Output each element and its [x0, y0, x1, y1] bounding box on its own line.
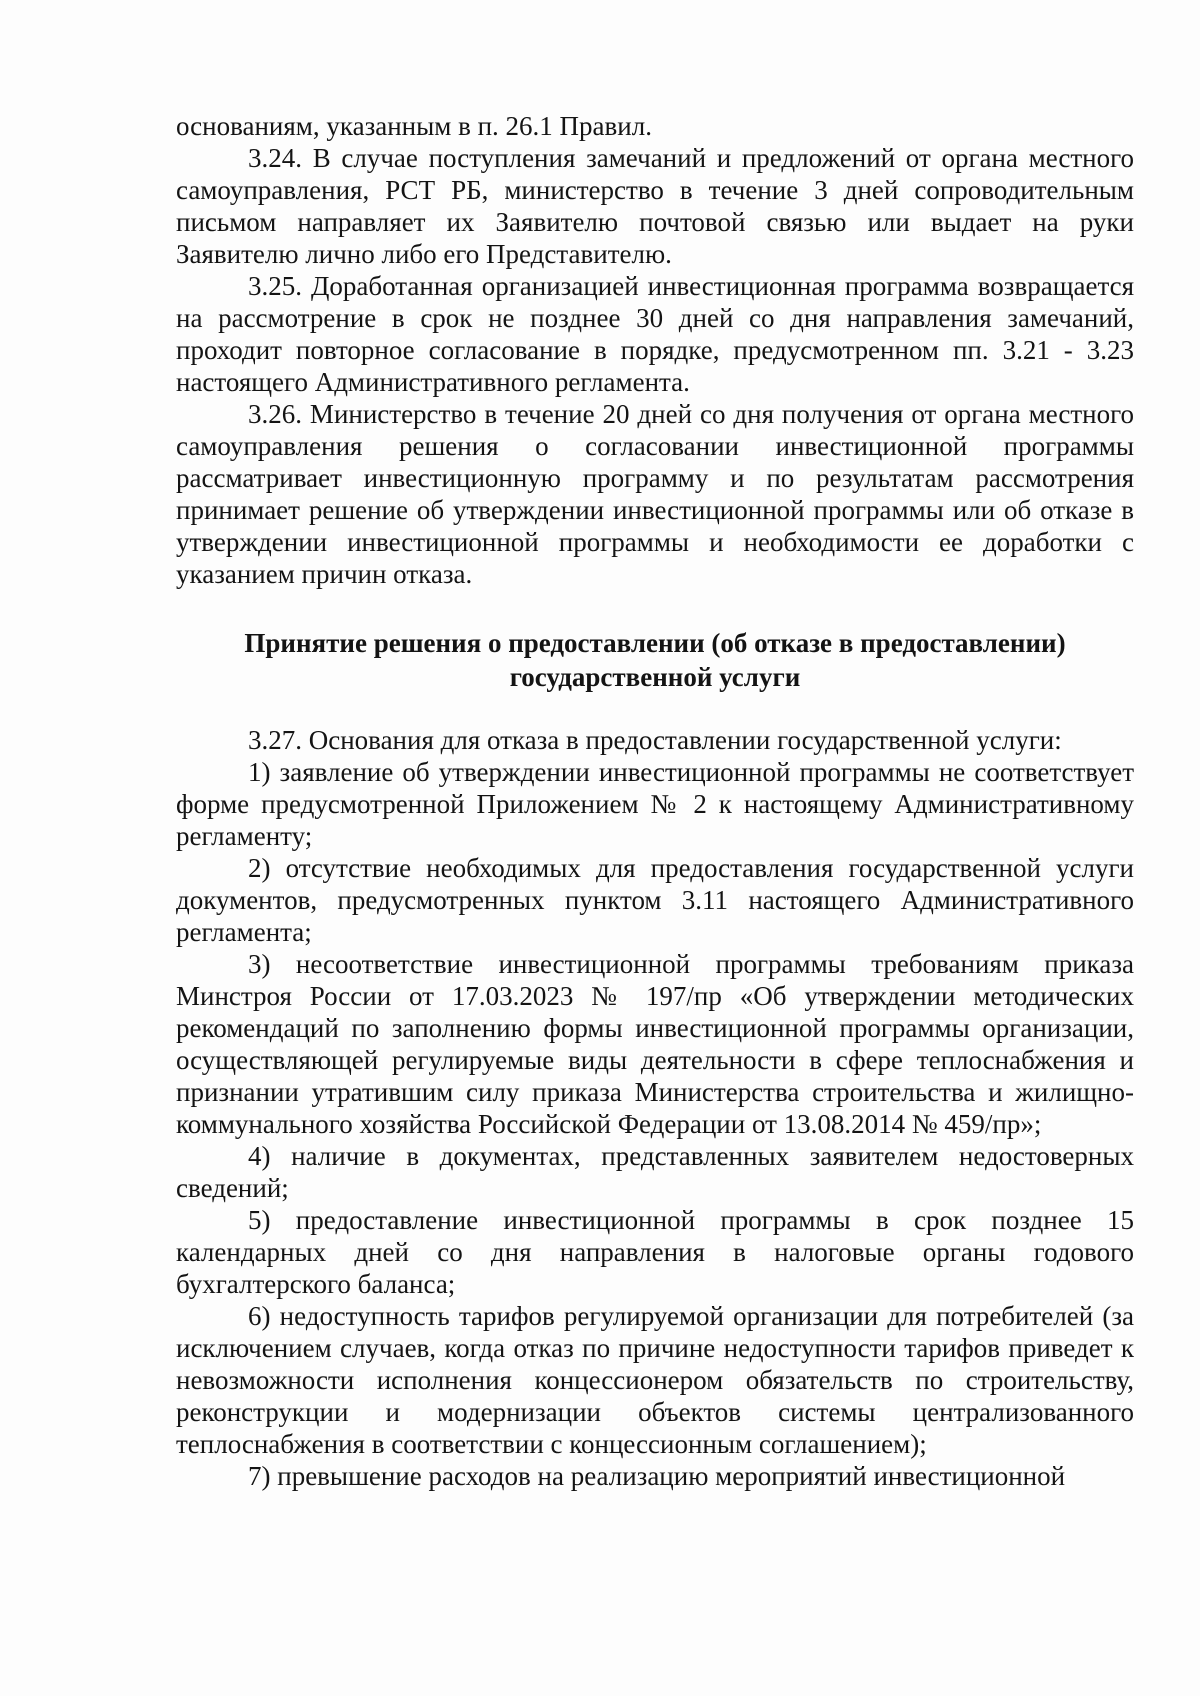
section-heading-line-1: Принятие решения о предоставлении (об отказе в предоставлении)	[244, 628, 1066, 658]
paragraph-3-25: 3.25. Доработанная организацией инвестиционная программа возвращается на рассмотрение в срок не позднее 30 дней со дня направления замечаний, проходит повторное согласование в порядке, предусмотренном пп. 3.21 - 3.23 настоящего Административного регламента.	[176, 271, 1134, 397]
section-heading-line-2: государственной услуги	[509, 662, 801, 692]
list-item-2: 2) отсутствие необходимых для предоставления государственной услуги документов, предусмотренных пунктом 3.11 настоящего Административного регламента;	[176, 853, 1134, 947]
paragraph-3-26: 3.26. Министерство в течение 20 дней со дня получения от органа местного самоуправления решения о согласовании инвестиционной программы рассматривает инвестиционную программу и по результатам рассмотрения принимает решение об утверждении инвестиционной программы или об отказе в утверждении инвестиционной программы и необходимости ее доработки с указанием причин отказа.	[176, 399, 1134, 589]
document-body	[176, 110, 1134, 1492]
section-heading	[176, 626, 1134, 694]
list-item-3: 3) несоответствие инвестиционной программы требованиям приказа Минстроя России от 17.03.2023 № 197/пр «Об утверждении методических рекомендаций по заполнению формы инвестиционной программы организации, осуществляющей регулируемые виды деятельности в сфере теплоснабжения и признании утратившим силу приказа Министерства строительства и жилищно-коммунального хозяйства Российской Федерации от 13.08.2014 № 459/пр»;	[176, 949, 1134, 1139]
list-item-4: 4) наличие в документах, представленных заявителем недостоверных сведений;	[176, 1141, 1134, 1203]
paragraph-3-27: 3.27. Основания для отказа в предоставлении государственной услуги:	[248, 725, 1062, 755]
list-item-6: 6) недоступность тарифов регулируемой организации для потребителей (за исключением случаев, когда отказ по причине недоступности тарифов приведет к невозможности исполнения концессионером обязательств по строительству, реконструкции и модернизации объектов системы централизованного теплоснабжения в соответствии с концессионным соглашением);	[176, 1301, 1134, 1459]
list-item-1: 1) заявление об утверждении инвестиционной программы не соответствует форме предусмотренной Приложением № 2 к настоящему Административному регламенту;	[176, 757, 1134, 851]
paragraph-3-24: 3.24. В случае поступления замечаний и предложений от органа местного самоуправления, РСТ РБ, министерство в течение 3 дней сопроводительным письмом направляет их Заявителю почтовой связью или выдает на руки Заявителю лично либо его Представителю.	[176, 143, 1134, 269]
paragraph-continuation: основаниям, указанным в п. 26.1 Правил.	[176, 111, 652, 141]
list-item-5: 5) предоставление инвестиционной программы в срок позднее 15 календарных дней со дня направления в налоговые органы годового бухгалтерского баланса;	[176, 1205, 1134, 1299]
list-item-7: 7) превышение расходов на реализацию мероприятий инвестиционной	[248, 1461, 1066, 1491]
